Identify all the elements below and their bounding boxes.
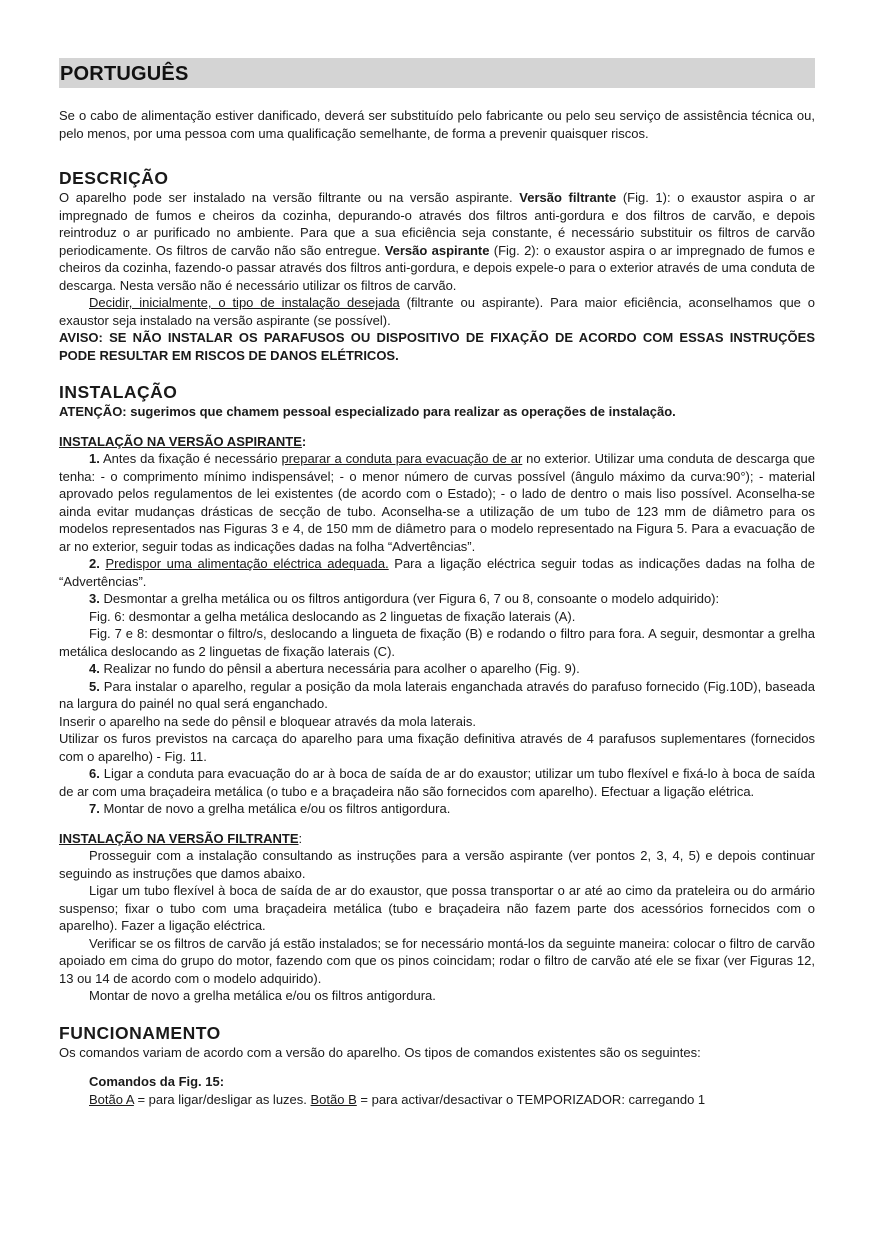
funcionamento-paragraph: Os comandos variam de acordo com a versão do aparelho. Os tipos de comandos existentes são os seguintes: xyxy=(59,1044,701,1060)
filtrante-paragraph-3: Verificar se os filtros de carvão já estão instalados; se for necessário montá-los da seguinte maneira: colocar o filtro de carvão apoiado em cima do grupo do motor, fazendo com que os pinos coincidam; rodar o filtro de carvão até ele se fixar (ver Figuras 12, 13 ou 14 de acordo com o modelo adquirido). xyxy=(59,935,815,986)
aspirante-step-7: 7. Montar de novo a grelha metálica e/ou os filtros antigordura. xyxy=(89,801,451,816)
aspirante-step-3: 3. Desmontar a grelha metálica ou os filtros antigordura (ver Figura 6, 7 ou 8, consoante o modelo adquirido): xyxy=(89,591,720,606)
comandos-buttons: Botão A = para ligar/desligar as luzes. Botão B = para activar/desactivar o TEMPORIZADOR: carregando 1 xyxy=(89,1091,706,1107)
filtrante-paragraph-1: Prosseguir com a instalação consultando as instruções para a versão aspirante (ver pontos 2, 3, 4, 5) e depois continuar seguindo as instruções que damos abaixo. xyxy=(59,848,815,881)
atencao-notice: ATENÇÃO: sugerimos que chamem pessoal especializado para realizar as operações de instalação. xyxy=(59,404,676,419)
instalacao-heading: INSTALAÇÃO xyxy=(59,382,178,402)
aviso-warning: AVISO: SE NÃO INSTALAR OS PARAFUSOS OU DISPOSITIVO DE FIXAÇÃO DE ACORDO COM ESSAS INSTRUÇÕES PODE RESULTAR EM RISCOS DE DANOS ELÉTRICOS. xyxy=(59,330,815,363)
language-title: PORTUGUÊS xyxy=(60,63,189,85)
descricao-paragraph-2: Decidir, inicialmente, o tipo de instalação desejada (filtrante ou aspirante). Para maior eficiência, aconselhamos que o exaustor seja instalado na versão aspirante (se possível). xyxy=(59,295,815,328)
intro-paragraph: Se o cabo de alimentação estiver danificado, deverá ser substituído pelo fabricante ou pelo seu serviço de assistência técnica ou, pelo menos, por uma pessoa com uma qualificação semelhante, de forma a prevenir quaisquer riscos. xyxy=(59,108,815,141)
aspirante-step-5: 5. Para instalar o aparelho, regular a posição da mola laterais enganchada através do parafuso fornecido (Fig.10D), baseada na largura do painél no qual será enganchado. xyxy=(59,678,815,711)
aspirante-step-5-insert: Inserir o aparelho na sede do pênsil e bloquear através da mola laterais. xyxy=(59,713,476,729)
aspirante-step-5-holes: Utilizar os furos previstos na carcaça do aparelho para uma fixação definitiva através de 4 parafusos suplementares (fornecidos com o aparelho) - Fig. 11. xyxy=(59,731,815,764)
page-content xyxy=(59,107,815,1108)
filtrante-paragraph-4: Montar de novo a grelha metálica e/ou os filtros antigordura. xyxy=(89,988,436,1003)
aspirante-step-1: 1. Antes da fixação é necessário preparar a conduta para evacuação de ar no exterior. Utilizar uma conduta de descarga que tenha: - o comprimento mínimo indispensável; - o menor número de curvas possível (ângulo máximo da curva:90°); - material aprovado pelos regulamentos de lei existentes (de acordo com o Estado); - o lado de dentro o mais liso possível. Aconselha-se ainda evitar mudanças drásticas de secção de tubo. Aconselha-se a utilização de um tubo de 123 mm de diâmetro para os modelos representados nas Figuras 3 e 4, de 150 mm de diâmetro para o modelo representado na Figura 5. Para a evacuação de ar no exterior, seguir todas as indicações dadas na folha “Advertências”. xyxy=(59,451,815,554)
aspirante-step-6: 6. Ligar a conduta para evacuação do ar à boca de saída de ar do exaustor; utilizar um tubo flexível e fixá-lo à boca de saída de ar com uma braçadeira metálica (o tubo e a braçadeira não são fornecidos com aparelho). Efectuar a ligação elétrica. xyxy=(59,766,815,799)
comandos-fig15-title: Comandos da Fig. 15: xyxy=(89,1074,225,1089)
descricao-heading: DESCRIÇÃO xyxy=(59,168,169,188)
aspirante-step-3-fig7-8: Fig. 7 e 8: desmontar o filtro/s, deslocando a lingueta de fixação (B) e rodando o filtro para fora. A seguir, desmontar a grelha metálica deslocando as 2 linguetas de fixação laterais (C). xyxy=(59,626,815,659)
aspirante-subheading: INSTALAÇÃO NA VERSÃO ASPIRANTE: xyxy=(59,433,307,449)
aspirante-step-2: 2. Predispor uma alimentação eléctrica adequada. Para a ligação eléctrica seguir todas as indicações dadas na folha de “Advertências”. xyxy=(59,556,815,589)
filtrante-subheading: INSTALAÇÃO NA VERSÃO FILTRANTE: xyxy=(59,830,303,846)
funcionamento-heading: FUNCIONAMENTO xyxy=(59,1022,221,1043)
aspirante-step-4: 4. Realizar no fundo do pênsil a abertura necessária para acolher o aparelho (Fig. 9). xyxy=(89,661,580,676)
aspirante-step-3-fig6: Fig. 6: desmontar a gelha metálica deslocando as 2 linguetas de fixação laterais (A). xyxy=(89,608,576,624)
descricao-paragraph-1: O aparelho pode ser instalado na versão filtrante ou na versão aspirante. Versão filtrante (Fig. 1): o exaustor aspira o ar impregnado de fumos e cheiros da cozinha, depurando-o através dos filtros anti-gordura e dos filtros de carvão, e depois reintroduz o ar purificado no ambiente. Para que a sua eficiência seja constante, é necessário substituir os filtros de carvão periodicamente. Os filtros de carvão não são entregue. Versão aspirante (Fig. 2): o exaustor aspira o ar impregnado de fumos e cheiros da cozinha, fazendo-o passar através dos filtros anti-gordura, e depois expele-o para o exterior através de uma conduta de descarga. Nesta versão não é necessário utilizar os filtros de carvão. xyxy=(59,190,816,293)
filtrante-paragraph-2: Ligar um tubo flexível à boca de saída de ar do exaustor, que possa transportar o ar até ao cimo da prateleira ou do armário suspenso; fixar o tubo com uma braçadeira metálica (tubo e braçadeira não fazem parte dos acessórios fornecidos com o aparelho). Fazer a ligação eléctrica. xyxy=(59,883,815,933)
